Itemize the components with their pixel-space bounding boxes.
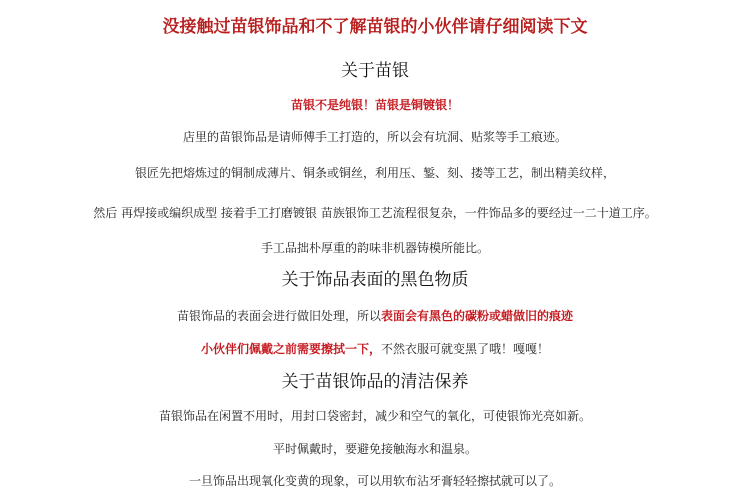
paragraph-handmade-charm: 手工品拙朴厚重的韵味非机器铸模所能比。: [260, 241, 489, 255]
paragraph-aging-treatment: [0, 310, 750, 322]
aging-text-plain: 苗银饰品的表面会进行做旧处理，所以: [176, 309, 381, 323]
section-title-about-miao-silver: 关于苗银: [341, 61, 409, 81]
paragraph-storage: 苗银饰品在闲置不用时，用封口袋密封，减少和空气的氧化，可使银饰光亮如新。: [158, 409, 591, 423]
aging-text-highlight: 表面会有黑色的碳粉或蜡做旧的痕迹: [381, 309, 574, 323]
paragraph-toothpaste-cleaning: 一旦饰品出现氧化变黄的现象，可以用软布沾牙膏轻轻擦拭就可以了。: [188, 474, 561, 488]
wipe-text-highlight: 小伙伴们佩戴之前需要擦拭一下，: [200, 342, 381, 356]
paragraph-wipe-before-wearing: [0, 343, 750, 355]
paragraph-craft-process: 银匠先把熔炼过的铜制成薄片、铜条或铜丝，利用压、錾、刻、搂等工艺，制出精美纹样，: [134, 166, 615, 180]
section-title-black-substance: 关于饰品表面的黑色物质: [281, 270, 469, 290]
section-title-cleaning-care: 关于苗银饰品的清洁保养: [281, 372, 469, 392]
main-title: 没接触过苗银饰品和不了解苗银的小伙伴请仔细阅读下文: [162, 17, 588, 37]
paragraph-handmade: 店里的苗银饰品是请师傅手工打造的，所以会有坑洞、贴浆等手工痕迹。: [182, 130, 567, 144]
wipe-text-plain: 不然衣服可就变黑了哦！嘎嘎！: [381, 342, 550, 356]
paragraph-avoid-water: 平时佩戴时，要避免接触海水和温泉。: [272, 442, 477, 456]
paragraph-craft-steps: 然后 再焊接或编织成型 接着手工打磨镀银 苗族银饰工艺流程很复杂，一件饰品多的要经过一二十道工序。: [93, 206, 657, 220]
warning-not-pure-silver: 苗银不是纯银！苗银是铜镀银！: [290, 98, 459, 112]
